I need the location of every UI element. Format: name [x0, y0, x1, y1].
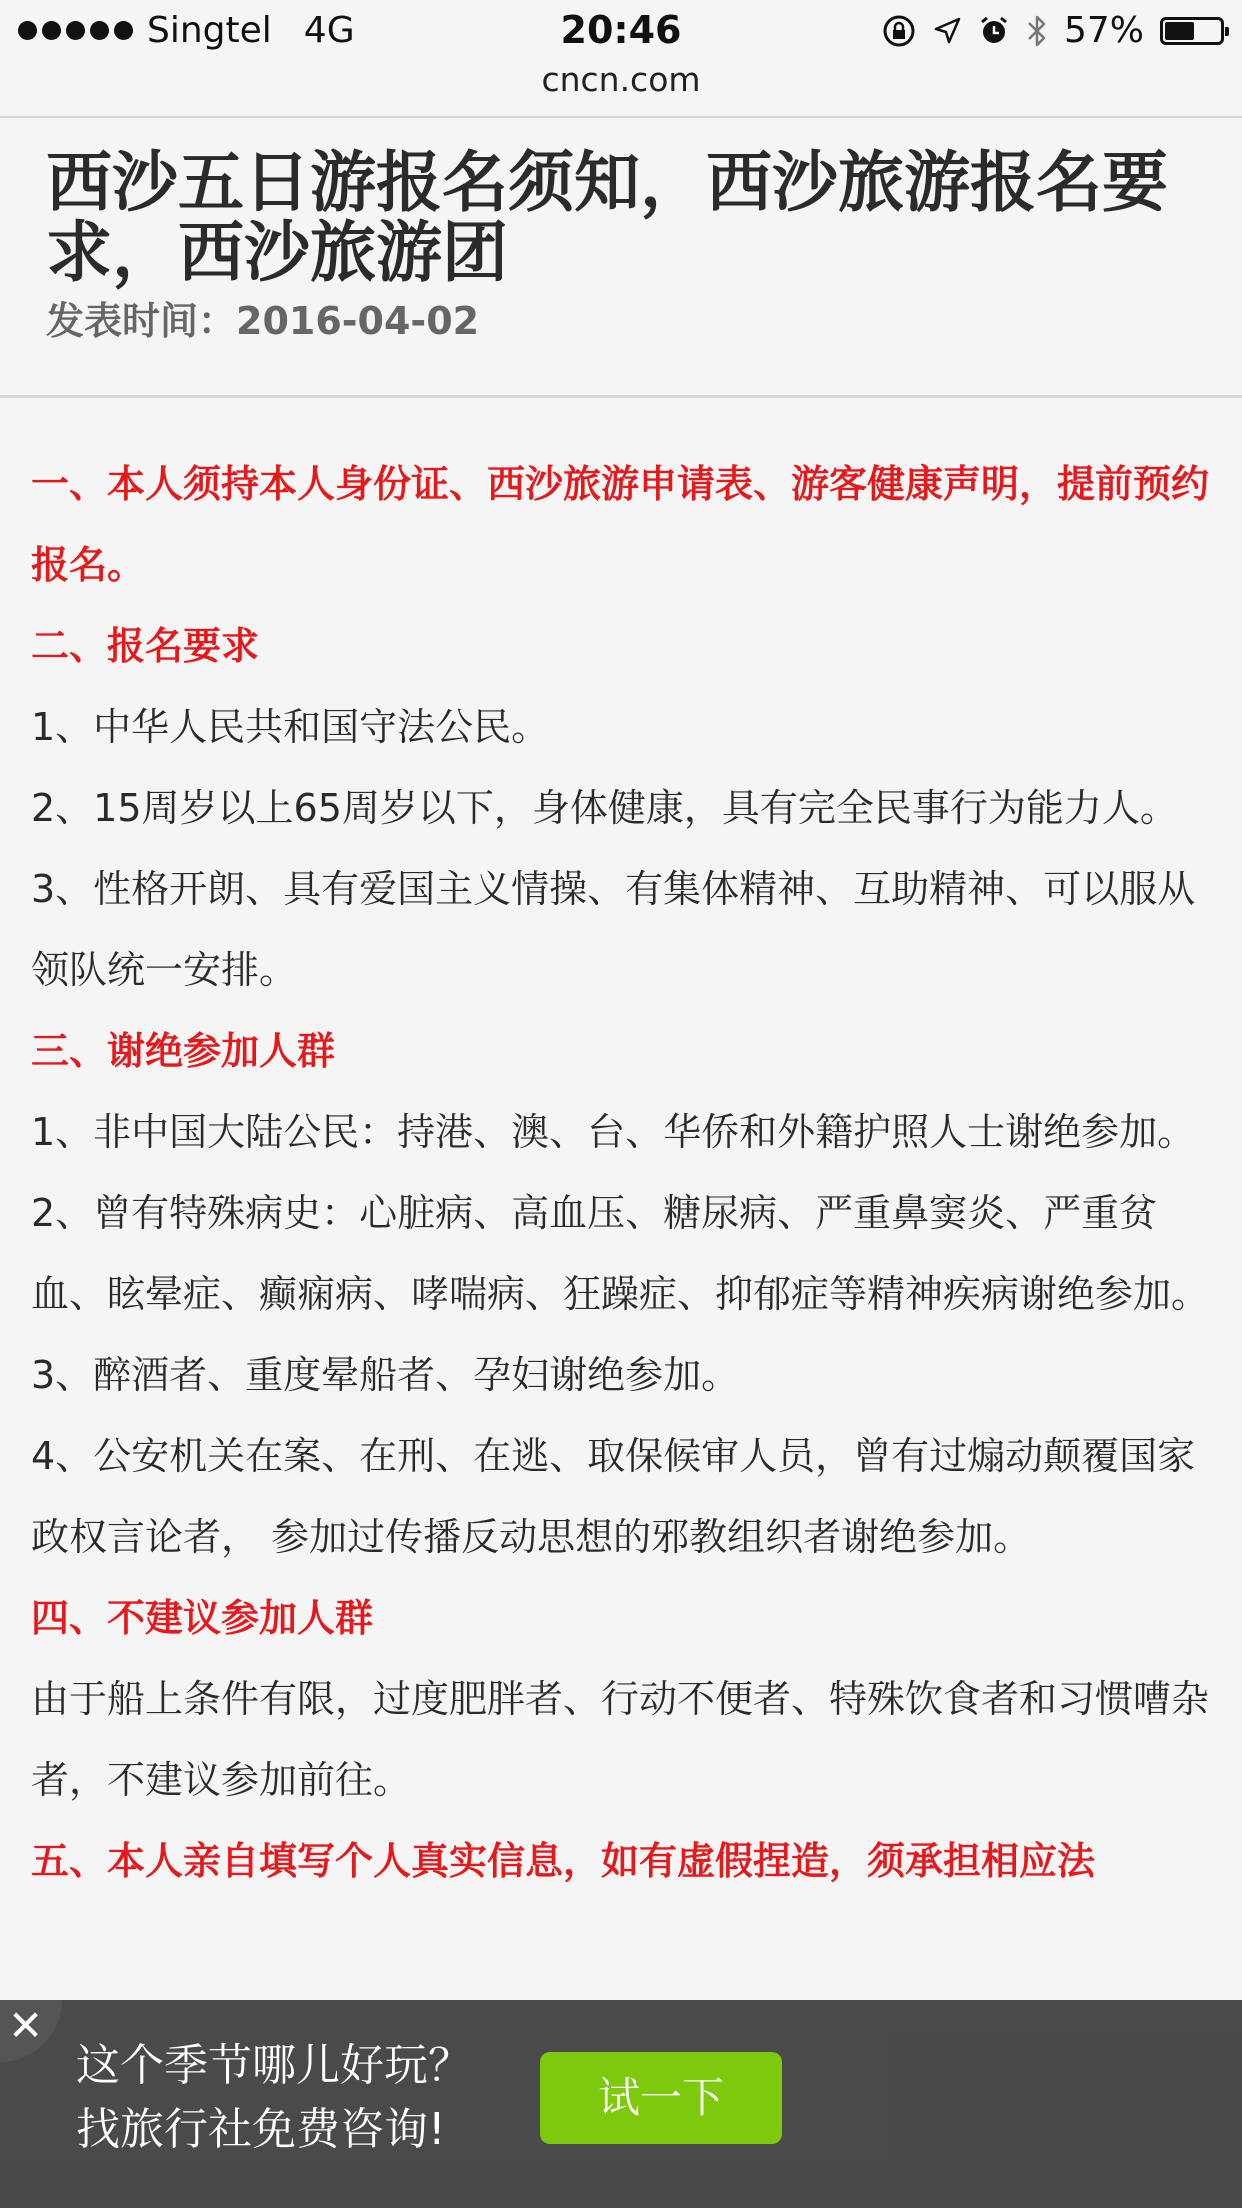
paragraph: 3、醉酒者、重度晕船者、孕妇谢绝参加。	[31, 1353, 740, 1397]
battery-icon	[1160, 17, 1224, 45]
status-right	[882, 10, 1224, 51]
section-heading: 一、本人须持本人身份证、西沙旅游申请表、游客健康声明，提前预约报名。	[31, 462, 1210, 587]
status-time: 20:46	[560, 8, 682, 52]
ad-line-2: 找旅行社免费咨询!	[76, 2104, 446, 2155]
publish-date: 2016-04-02	[236, 299, 480, 343]
ad-text	[76, 2034, 472, 2162]
url-text: cncn.com	[541, 60, 701, 99]
article-body	[31, 444, 1211, 1902]
section-heading: 三、谢绝参加人群	[31, 1029, 336, 1073]
paragraph: 1、非中国大陆公民：持港、澳、台、华侨和外籍护照人士谢绝参加。	[31, 1110, 1196, 1154]
url-bar[interactable]	[0, 58, 1242, 118]
paragraph: 2、曾有特殊病史：心脏病、高血压、糖尿病、严重鼻窦炎、严重贫血、眩晕症、癫痫病、哮喘病、狂躁症、抑郁症等精神疾病谢绝参加。	[31, 1191, 1210, 1316]
publish-info	[46, 290, 479, 345]
battery-percent: 57%	[1063, 10, 1144, 51]
network-type: 4G	[303, 10, 355, 51]
alarm-icon	[978, 15, 1010, 47]
ad-line-1: 这个季节哪儿好玩？	[76, 2040, 472, 2091]
paragraph: 2、15周岁以上65周岁以下，身体健康，具有完全民事行为能力人。	[31, 786, 1178, 830]
paragraph: 由于船上条件有限，过度肥胖者、行动不便者、特殊饮食者和习惯嘈杂者，不建议参加前往。	[31, 1677, 1210, 1802]
carrier-name: Singtel	[147, 10, 272, 51]
battery-level-fill	[1165, 22, 1194, 40]
location-arrow-icon	[932, 16, 962, 46]
paragraph: 1、中华人民共和国守法公民。	[31, 705, 550, 749]
section-heading: 二、报名要求	[31, 624, 260, 668]
section-heading: 五、本人亲自填写个人真实信息，如有虚假捏造，须承担相应法	[31, 1839, 1096, 1883]
ad-banner[interactable]	[0, 2000, 1242, 2208]
status-bar	[0, 0, 1242, 60]
try-button[interactable]: 试一下	[540, 2052, 782, 2144]
orientation-lock-icon	[882, 14, 916, 48]
close-icon[interactable]: ✕	[0, 2000, 62, 2062]
publish-label: 发表时间：	[46, 299, 237, 343]
paragraph: 3、性格开朗、具有爱国主义情操、有集体精神、互助精神、可以服从领队统一安排。	[31, 867, 1196, 992]
section-heading: 四、不建议参加人群	[31, 1596, 374, 1640]
page-title: 西沙五日游报名须知，西沙旅游报名要求，西沙旅游团	[46, 144, 1168, 291]
article-header	[0, 118, 1242, 398]
paragraph: 4、公安机关在案、在刑、在逃、取保候审人员，曾有过煽动颠覆国家政权言论者， 参加过传播反动思想的邪教组织者谢绝参加。	[31, 1434, 1196, 1559]
bluetooth-icon	[1026, 14, 1048, 48]
